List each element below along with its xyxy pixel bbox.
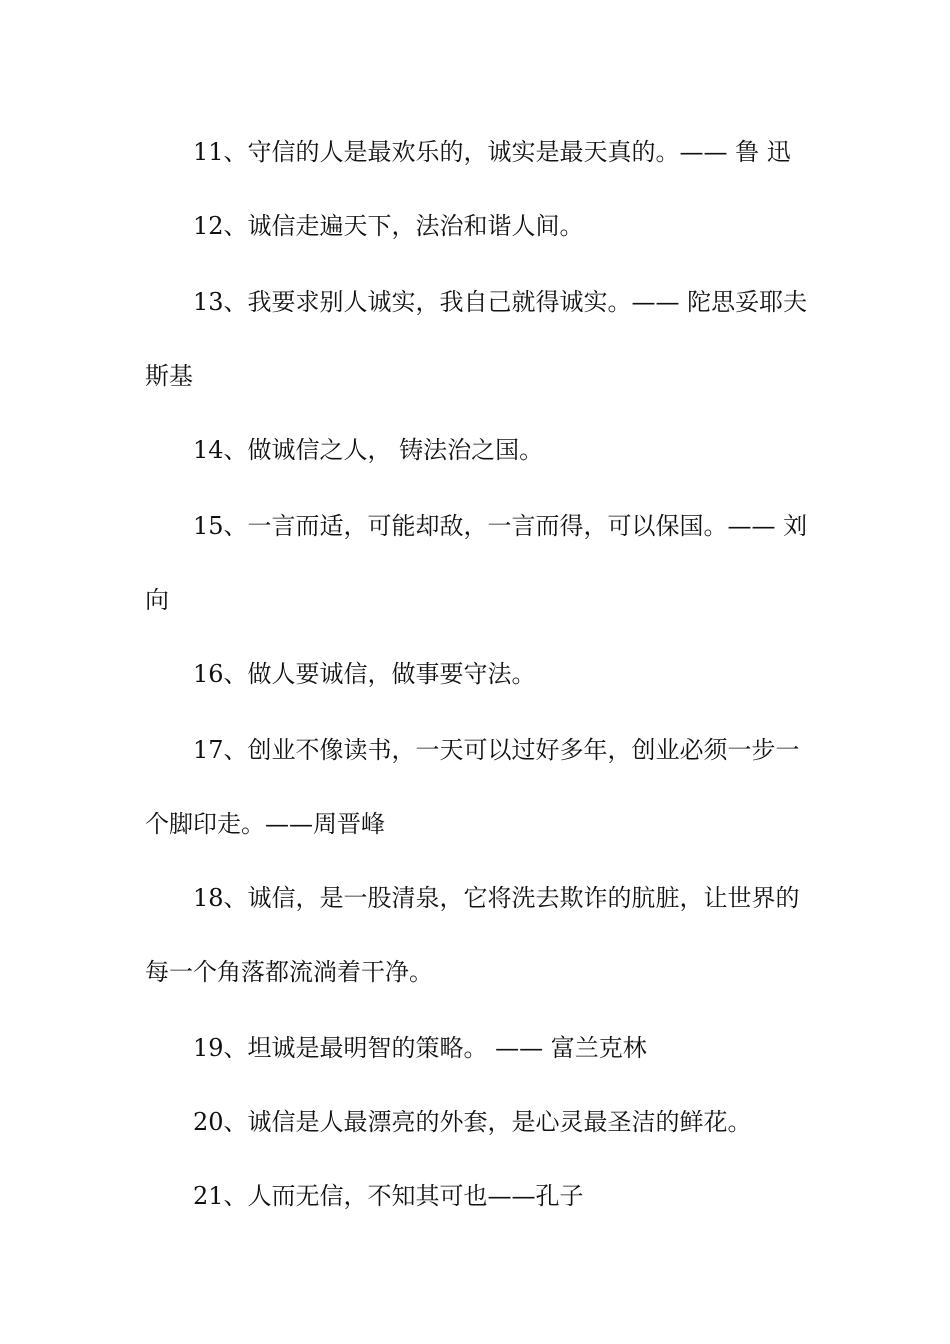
quote-13-continuation: 斯基: [145, 362, 193, 390]
quote-19: 19、坦诚是最明智的策略。 —— 富兰克林: [193, 1034, 647, 1062]
quote-17-continuation: 个脚印走。——周晋峰: [145, 810, 385, 838]
quote-21: 21、人而无信，不知其可也——孔子: [193, 1182, 584, 1210]
quote-14: 14、做诚信之人， 铸法治之国。: [193, 436, 544, 464]
quote-18: 18、诚信，是一股清泉，它将洗去欺诈的肮脏，让世界的: [193, 884, 800, 912]
quote-11: 11、守信的人是最欢乐的，诚实是最天真的。—— 鲁 迅: [193, 138, 791, 166]
quote-20: 20、诚信是人最漂亮的外套，是心灵最圣洁的鲜花。: [193, 1108, 752, 1136]
quote-13: 13、我要求别人诚实，我自己就得诚实。—— 陀思妥耶夫: [193, 288, 808, 316]
quote-16: 16、做人要诚信，做事要守法。: [193, 660, 536, 688]
quote-15-continuation: 向: [145, 586, 169, 614]
quote-15: 15、一言而适，可能却敌，一言而得，可以保国。—— 刘: [193, 512, 808, 540]
quote-12: 12、诚信走遍天下，法治和谐人间。: [193, 212, 584, 240]
quote-17: 17、创业不像读书，一天可以过好多年，创业必须一步一: [193, 736, 800, 764]
quote-18-continuation: 每一个角落都流淌着干净。: [145, 958, 433, 986]
